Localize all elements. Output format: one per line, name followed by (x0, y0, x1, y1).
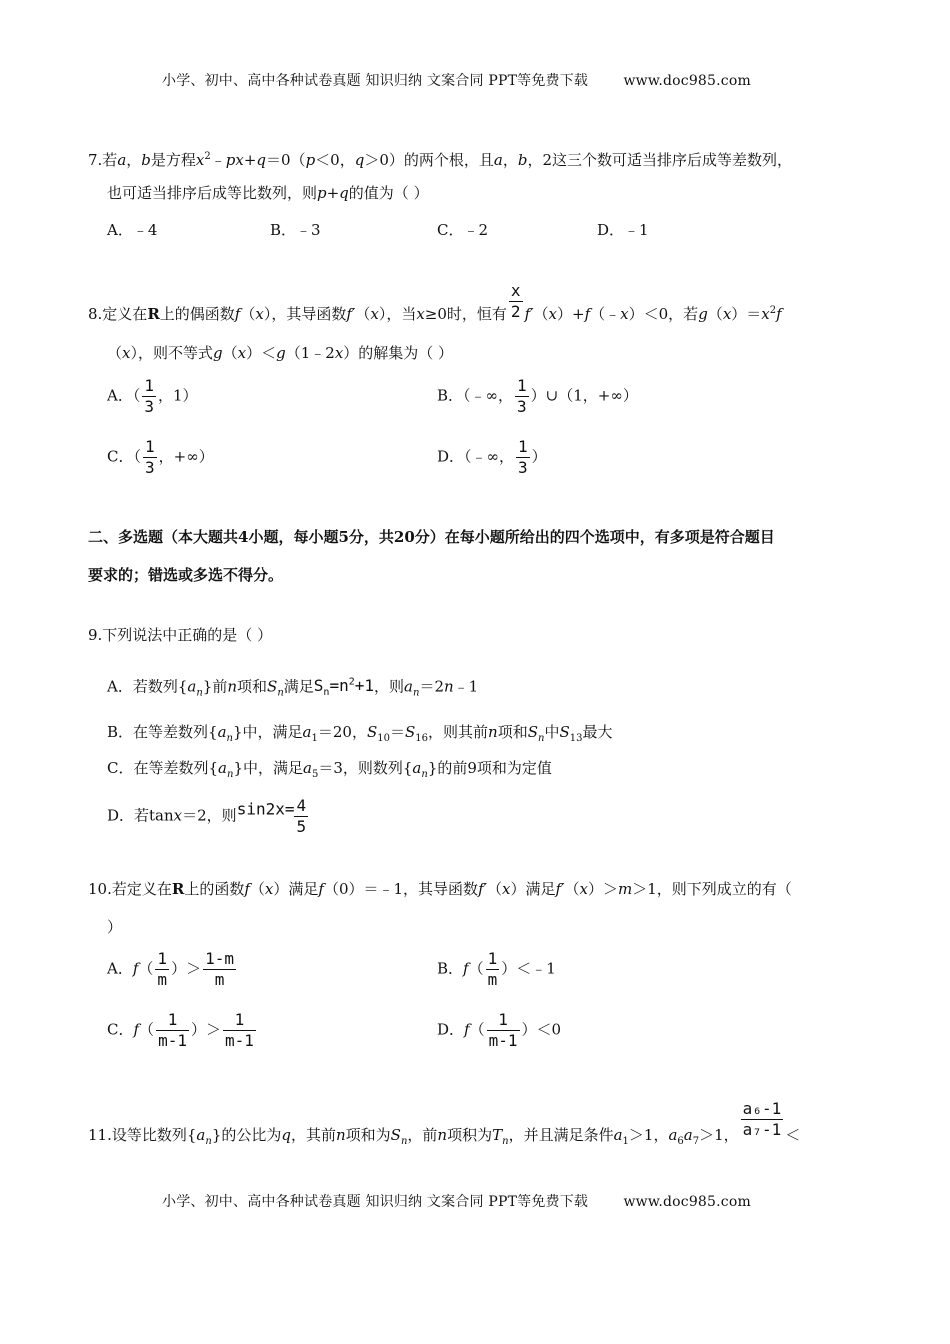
q8-text: ），当 (378, 305, 417, 323)
q9-text: ＝3，则数列{ (318, 759, 413, 777)
q10-opt-text: （ (139, 1020, 155, 1039)
q10-opt-num: 1 (487, 1011, 520, 1031)
q11-text: 项和为 (345, 1125, 391, 1144)
q10-opt-text: B． (437, 959, 464, 978)
q8-opt-fraction (516, 438, 530, 477)
q10-opt-num: 1 (223, 1011, 256, 1031)
q7-var-pq: p+q (317, 184, 349, 202)
q7-option-d: D．﹣1 (597, 221, 649, 239)
q7-var-a: a (117, 151, 127, 169)
q8-opt-text: B．（﹣∞， (437, 386, 514, 405)
q10-opt-text: （ (469, 1020, 485, 1039)
q8-opt-den: 3 (517, 397, 527, 416)
q8-text: （ (240, 305, 256, 323)
q9-text: 满足 (283, 677, 314, 696)
q9-fraction (294, 797, 308, 836)
section2-heading: 二、多选题（本大题共4小题，每小题5分，共20分）在每小题所给出的四个选项中，有多项是符合题目 (88, 528, 775, 546)
q11-sub: n (502, 1135, 509, 1147)
q8-opt-den: 3 (144, 397, 154, 416)
q9-option-a (107, 672, 478, 705)
q9-text: 最大 (582, 723, 613, 741)
q7-sep: ， (502, 151, 518, 169)
q8-var: x (334, 344, 344, 362)
q11-text: ，其前 (290, 1125, 336, 1144)
q10-text: （0）＝﹣1，其导函数 (323, 880, 479, 898)
q8-option-a (107, 377, 198, 416)
page-footer (162, 1191, 751, 1211)
q11-text: }的公比为 (211, 1125, 282, 1144)
q10-opt-text: ）＞ (171, 959, 202, 978)
q7-text: 7.若 (88, 151, 118, 169)
q8-option-d (437, 438, 547, 477)
q11-text-run (88, 1124, 739, 1153)
q8-line1 (88, 280, 782, 325)
q9-text: D．若tan (107, 806, 174, 825)
q8-text: （1﹣2 (285, 344, 335, 362)
q8-var: x (722, 305, 732, 323)
q8-text: （ (533, 305, 549, 323)
footer-text: 小学、初中、高中各种试卷真题 知识归纳 文案合同 PPT等免费下载 (162, 1194, 589, 1210)
q7-var-b: b (141, 151, 151, 169)
q7-var-q: q (354, 151, 365, 169)
q11-fraction (741, 1100, 784, 1139)
q10-opt-den: m-1 (488, 1031, 518, 1050)
q10-opt-fraction (223, 1011, 256, 1050)
q8-text: （ (107, 344, 123, 362)
q10-opt-den: m (487, 970, 498, 989)
q9-stem: 9.下列说法中正确的是（ ） (88, 626, 273, 644)
q9-text: ﹣1 (453, 677, 479, 696)
q10-line2: ） (107, 918, 123, 936)
q7-line2 (107, 182, 429, 204)
q9-text: C．在等差数列{ (107, 759, 219, 777)
q9-formula-end: +1 (354, 676, 375, 696)
q9-sub: n (537, 733, 545, 744)
q10-opt-num: 1-m (205, 949, 234, 968)
q7-var-px: px (225, 151, 244, 169)
q10-opt-fraction (487, 1011, 520, 1050)
q9-sub: 1 (311, 733, 318, 744)
q7-text: + (243, 151, 257, 169)
q8-opt-num: 1 (144, 376, 154, 395)
q9-var: n (488, 723, 498, 741)
q8-line2 (107, 342, 453, 364)
q10-opt-num: 1 (157, 949, 168, 968)
q10-opt-text: ）＜﹣1 (501, 959, 556, 978)
q7-text: 是方程 (150, 151, 196, 169)
q10-opt-text: A． (107, 959, 133, 978)
q9-sub: 16 (415, 733, 428, 744)
q9-sub: 5 (311, 769, 319, 780)
q8-opt-text: C．（ (107, 447, 141, 466)
q8-opt-den: 3 (144, 458, 155, 477)
q9-var: a (404, 677, 413, 696)
q9-sub: n (421, 769, 428, 780)
q10-var: x (264, 880, 274, 898)
q7-var-b: b (517, 151, 528, 169)
q9-sub: n (226, 733, 233, 744)
q10-opt-text: D． (437, 1020, 465, 1039)
q8-exp: 2 (769, 305, 777, 316)
q8-func: f (234, 305, 241, 323)
q9-var: n (443, 677, 454, 696)
q8-func: g (698, 305, 708, 323)
q8-opt-text: D．（﹣∞， (437, 447, 515, 466)
q11-sub: 6 (677, 1135, 684, 1147)
q10-opt-den: m-1 (224, 1031, 254, 1050)
q9-var: a (218, 759, 227, 777)
q8-text: ）+ (557, 305, 585, 323)
q8-opt-num: 1 (517, 376, 527, 395)
q8-text: （﹣ (590, 305, 621, 323)
q10-text: （ (249, 880, 265, 898)
q9-var: a (187, 677, 197, 696)
footer-site-link[interactable]: www.doc985.com (623, 1194, 751, 1210)
q8-text: ）的解集为（ ） (343, 344, 454, 362)
q8-opt-num: 1 (518, 437, 528, 456)
q9-sub: n (277, 687, 284, 699)
q11-var: a (196, 1125, 206, 1144)
q10-var: x (579, 880, 588, 898)
q9-text: }前 (202, 677, 228, 696)
q11-line1 (88, 1100, 800, 1153)
q9-formula-sub: n (323, 687, 330, 699)
q11-text: ，前 (407, 1125, 438, 1144)
q8-frac-den: 2 (510, 301, 521, 321)
q10-var: m (618, 880, 633, 898)
q10-func: f (244, 880, 250, 898)
q9-option-d (107, 797, 310, 836)
q10-opt-num: 1 (487, 949, 498, 968)
q9-var: S (404, 723, 416, 741)
q7-var-q: q (256, 151, 267, 169)
q9-text: ，则其前 (428, 723, 489, 741)
q11-sub: n (205, 1135, 212, 1147)
q9-text: 项和 (497, 723, 528, 741)
q8-var: x (620, 305, 629, 323)
q8-func: g (276, 344, 286, 362)
q9-text: 中 (544, 723, 560, 741)
q7-text: ＞0）的两个根，且 (364, 151, 494, 169)
q10-option-c (107, 1011, 258, 1050)
q9-formula-eq: =n (329, 676, 349, 696)
q10-func: f (133, 1020, 140, 1039)
q10-option-b (437, 950, 556, 989)
q10-option-a (107, 950, 238, 989)
q10-opt-text: ）＜0 (521, 1020, 562, 1039)
q9-formula: sin2x= (236, 799, 295, 819)
q9-option-b (107, 721, 612, 750)
q10-opt-fraction (486, 950, 500, 989)
q9-formula (313, 676, 375, 699)
q7-option-a: A．﹣4 (107, 221, 158, 239)
q10-func: f′ (478, 880, 488, 898)
q8-var: x (370, 305, 379, 323)
q8-opt-text: ，+∞） (158, 447, 214, 466)
q8-opt-text: A．（ (107, 386, 141, 405)
q9-var: x (173, 806, 183, 825)
q10-opt-text: （ (468, 959, 484, 978)
q9-sub: n (226, 769, 234, 780)
q10-opt-den: m-1 (158, 1031, 187, 1050)
q8-text: （ (222, 344, 238, 362)
q8-frac-num: x (510, 280, 521, 300)
q8-var: x (548, 305, 558, 323)
q10-line1 (88, 878, 792, 900)
q11-var: a (668, 1125, 678, 1144)
q10-option-d (437, 1011, 561, 1050)
q9-frac-num: 4 (296, 796, 307, 815)
q8-opt-text: ）∪（1，+∞） (530, 386, 638, 405)
q7-exp: 2 (204, 151, 211, 162)
q11-var: n (437, 1125, 448, 1144)
q8-opt-fraction (142, 377, 156, 416)
q10-opt-fraction (155, 950, 169, 989)
q11-text: 项积为 (447, 1125, 493, 1144)
q11-var: q (281, 1125, 291, 1144)
q11-frac-num: a₆-1 (742, 1099, 782, 1118)
q8-func: f′ (346, 305, 356, 323)
q7-line1 (88, 146, 792, 171)
q8-text: ）＜ (246, 344, 277, 362)
q9-text: }的前9项和为定值 (427, 759, 552, 777)
q7-text: ﹣ (210, 151, 226, 169)
q10-opt-den: m (214, 970, 225, 989)
q7-text: 的值为（ ） (348, 184, 429, 202)
q8-func: f′ (524, 305, 534, 323)
q10-func: f (463, 959, 469, 978)
q9-sub: 10 (377, 733, 390, 744)
q7-var-a: a (493, 151, 503, 169)
q7-option-b: B．﹣3 (270, 221, 321, 239)
q9-var: a (302, 759, 312, 777)
q10-text: （ (487, 880, 503, 898)
q7-sep: ， (126, 151, 142, 169)
q8-var: x (237, 344, 247, 362)
q9-text: }中，满足 (233, 759, 303, 777)
q8-set-r: R (147, 305, 160, 323)
q11-var: T (492, 1125, 503, 1144)
q11-sub: n (400, 1135, 408, 1147)
q8-text: ），则不等式 (130, 344, 213, 362)
q10-opt-fraction (156, 1011, 189, 1050)
q9-sub: n (196, 687, 203, 699)
page-header (162, 70, 751, 90)
q8-opt-num: 1 (144, 437, 155, 456)
q8-func: g (213, 344, 223, 362)
q8-opt-text: ，1） (157, 386, 198, 405)
q10-text: ）＞ (587, 880, 618, 898)
q8-text: ≥0时，恒有 (424, 305, 507, 323)
q9-text: ＝2，则 (182, 806, 237, 825)
q9-sub: 13 (569, 733, 583, 744)
q9-var: n (227, 677, 238, 696)
q8-text: ），其导函数 (263, 305, 347, 323)
q8-text: 上的偶函数 (159, 305, 235, 323)
q11-text: ＜ (785, 1125, 801, 1144)
q9-text: ＝2 (419, 677, 444, 696)
q9-formula-s: S (313, 676, 324, 696)
q10-opt-num: 1 (156, 1011, 189, 1031)
q8-opt-den: 3 (518, 458, 528, 477)
q10-text: ）满足 (273, 880, 319, 898)
q8-text: ）＜0，若 (628, 305, 699, 323)
q10-func: f (132, 959, 139, 978)
q9-frac-den: 5 (296, 817, 307, 836)
q7-text: ，2这三个数可适当排序后成等差数列， (527, 151, 792, 169)
q7-text: 也可适当排序后成等比数列，则 (107, 184, 318, 202)
q9-var: a (302, 723, 312, 741)
q11-text: ＞1， (699, 1125, 739, 1144)
q7-var-x: x (195, 151, 205, 169)
q9-var: S (267, 677, 278, 696)
q9-text: A．若数列{ (107, 677, 188, 696)
q11-text: ，并且满足条件 (508, 1125, 614, 1144)
q10-func: f′ (555, 880, 565, 898)
q11-text: 11.设等比数列{ (88, 1125, 197, 1144)
q11-var: a (613, 1125, 623, 1144)
q8-text: ）＝ (731, 305, 762, 323)
q8-text: （ (355, 305, 371, 323)
q11-frac-den: a₇-1 (742, 1120, 782, 1139)
q11-text: ＞1， (628, 1125, 669, 1144)
q7-option-c: C．﹣2 (437, 221, 489, 239)
q9-text: ，则 (374, 677, 405, 696)
q10-text: ）满足 (510, 880, 556, 898)
q10-func: f (318, 880, 324, 898)
q9-var: a (412, 759, 422, 777)
q8-var: x (255, 305, 264, 323)
q9-text: ＝20， (317, 723, 367, 741)
q8-fraction (509, 282, 523, 321)
q10-opt-text: ）＞ (190, 1020, 221, 1039)
q8-text: （ (707, 305, 723, 323)
q8-var: x (416, 305, 425, 323)
q8-opt-fraction (515, 377, 529, 416)
header-text: 小学、初中、高中各种试卷真题 知识归纳 文案合同 PPT等免费下载 (162, 73, 589, 89)
q10-text: ＞1，则下列成立的有（ (632, 880, 792, 898)
q11-sub: 1 (622, 1135, 629, 1147)
q8-var: x (761, 305, 770, 323)
q9-text: ＝ (389, 723, 405, 741)
q8-func: f (584, 305, 591, 323)
q9-var: S (527, 723, 538, 741)
header-site-link[interactable]: www.doc985.com (623, 73, 751, 89)
q9-sub: n (412, 687, 420, 699)
q9-var: S (559, 723, 570, 741)
q9-text: 项和 (237, 677, 268, 696)
q8-text: 8.定义在 (88, 305, 148, 323)
q10-opt-text: C． (107, 1020, 134, 1039)
q8-option-b (437, 377, 638, 416)
q8-opt-text: ） (531, 447, 547, 466)
section2-heading-cont: 要求的；错选或多选不得分。 (88, 566, 284, 584)
q8-func: f (776, 305, 782, 323)
q11-var: a (683, 1125, 693, 1144)
q7-var-p: p (305, 151, 316, 169)
q9-formula-sup: 2 (348, 677, 355, 688)
q10-func: f (464, 1020, 470, 1039)
q10-set-r: R (171, 880, 185, 898)
q7-text: ＝0（ (266, 151, 306, 169)
q11-var: n (335, 1125, 346, 1144)
q7-text: ＜0， (315, 151, 355, 169)
q9-var: a (217, 723, 227, 741)
q9-text: }中，满足 (232, 723, 303, 741)
q9-text: B．在等差数列{ (107, 723, 218, 741)
q10-text: 10.若定义在 (88, 880, 172, 898)
q9-option-c (107, 757, 552, 786)
q10-text: 上的函数 (184, 880, 245, 898)
q9-var: S (366, 723, 378, 741)
q10-opt-fraction (203, 950, 236, 989)
q8-var: x (122, 344, 131, 362)
q8-option-c (107, 438, 214, 477)
q8-opt-fraction (143, 438, 157, 477)
q11-var: S (390, 1125, 401, 1144)
q10-opt-den: m (157, 970, 168, 989)
q10-opt-text: （ (138, 959, 154, 978)
q11-sub: 7 (692, 1135, 700, 1147)
q10-text: （ (564, 880, 580, 898)
q10-var: x (502, 880, 511, 898)
